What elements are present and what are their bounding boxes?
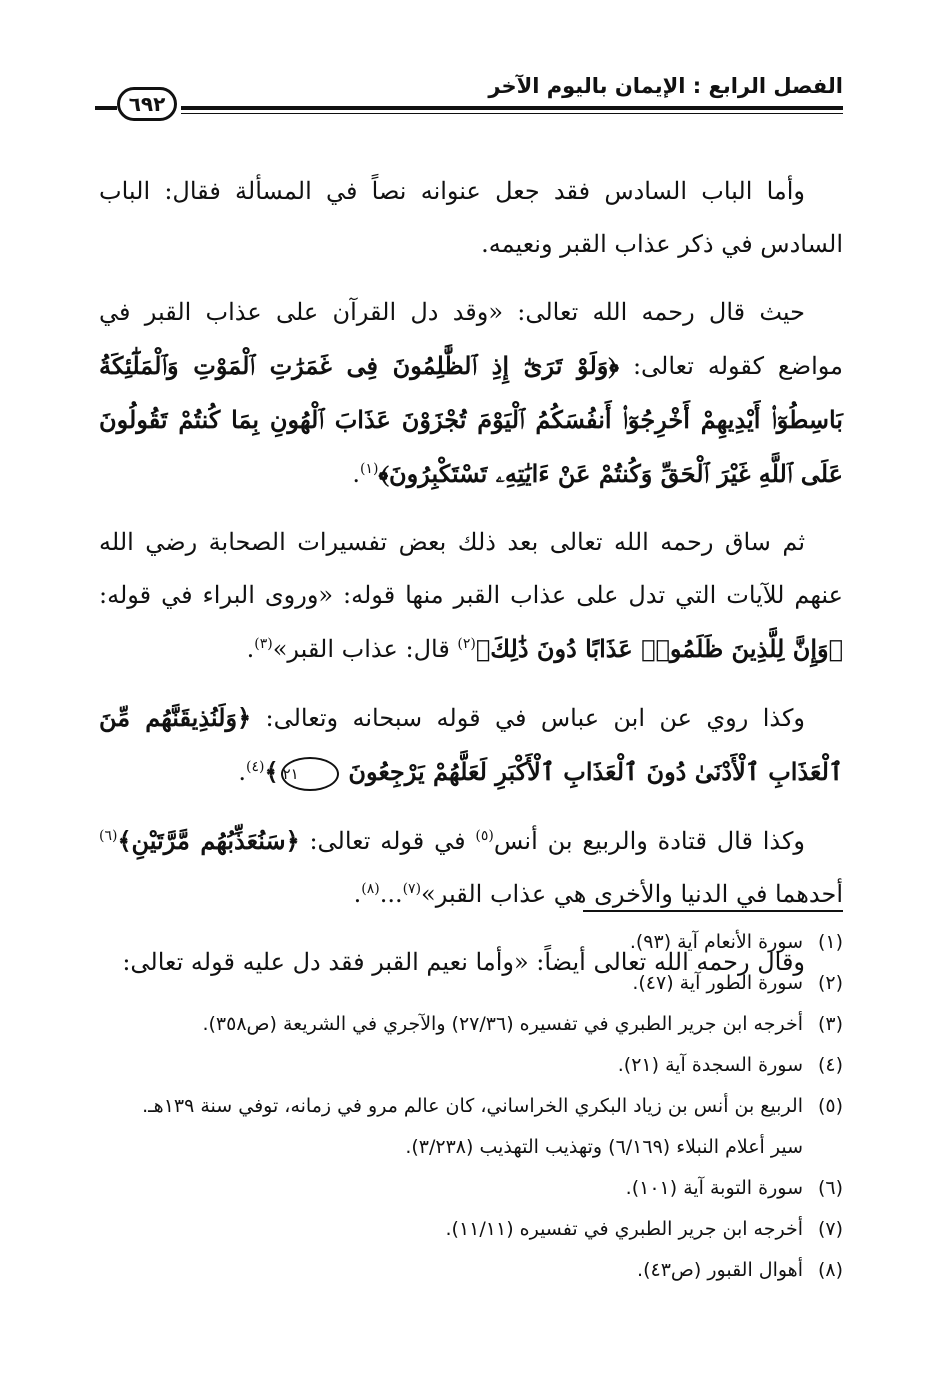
punctuation: .: [352, 460, 360, 488]
ellipsis: ...: [379, 880, 403, 908]
footnote-number: (٤): [817, 1054, 843, 1076]
footnote-number: (٥): [817, 1095, 843, 1117]
paragraph-text: وكذا قال قتادة والربيع بن أنس: [493, 827, 806, 855]
footnote-ref[interactable]: (٦): [99, 828, 118, 844]
page-number: ٦٩٢: [117, 87, 177, 121]
footnote-text: سورة السجدة آية (٢١).: [617, 1054, 803, 1076]
footnote-ref[interactable]: (١): [359, 461, 379, 477]
quran-verse: ﴿وَلَوْ تَرَىٰٓ إِذِ ٱلظَّٰلِمُونَ فِى غَمَرَٰتِ ٱلْمَوْتِ وَٱلْمَلَٰٓئِكَةُ بَاسِطُوٓا۟ أَيْدِيهِمْ أَخْرِجُوٓا۟ أَنفُسَكُمُ ٱلْيَوْمَ تُجْزَوْنَ عَذَابَ ٱلْهُونِ بِمَا كُنتُمْ تَقُولُونَ عَلَى ٱللَّهِ غَيْرَ ٱلْحَقِّ وَكُنتُمْ عَنْ ءَايَٰتِهِۦ تَسْتَكْبِرُونَ﴾: [99, 351, 843, 488]
footnote: [99, 963, 843, 1004]
main-text: [99, 165, 843, 1004]
footnote-separator: [583, 910, 843, 912]
paragraph-text: حيث قال رحمه الله تعالى: «وقد دل القرآن على عذاب القبر في مواضع كقوله تعالى:: [99, 298, 844, 380]
page-header: [95, 62, 843, 122]
chapter-title: الفصل الرابع : الإيمان باليوم الآخر: [488, 74, 843, 98]
footnote-ref[interactable]: (٧): [402, 881, 422, 897]
footnote-number: (٢): [817, 972, 843, 994]
quran-verse: ﴿وَإِنَّ لِلَّذِينَ ظَلَمُوا۟ عَذَابًا دُونَ ذَٰلِكَ﴾: [475, 634, 843, 663]
punctuation: .: [353, 880, 362, 908]
paragraph-text: في قوله تعالى:: [299, 827, 476, 855]
quran-verse: ﴿وَلَنُذِيقَنَّهُم مِّنَ ٱلْعَذَابِ ٱلْأَدْنَىٰ دُونَ ٱلْعَذَابِ ٱلْأَكْبَرِ لَعَلَّهُمْ يَرْجِعُونَ: [99, 703, 843, 786]
footnote-text: سورة التوبة آية (١٠١).: [625, 1177, 803, 1199]
paragraph-text: ثم ساق رحمه الله تعالى بعد ذلك بعض تفسيرات الصحابة رضي الله عنهم للآيات التي تدل على عذاب القبر منها قوله: «وروى البراء في قوله:: [99, 528, 843, 609]
footnote-ref[interactable]: (٨): [361, 881, 380, 897]
footnote-ref[interactable]: (٤): [246, 759, 265, 775]
paragraph: وأما الباب السادس فقد جعل عنوانه نصاً في المسألة فقال: الباب السادس في ذكر عذاب القبر ونعيمه.: [99, 177, 843, 258]
paragraph: [99, 691, 843, 799]
footnote-ref[interactable]: (٣): [254, 636, 273, 652]
footnote-number: (٨): [817, 1259, 843, 1281]
footnote: [99, 922, 843, 963]
paragraph-text: قال: عذاب القبر»: [272, 635, 458, 663]
paragraph: [99, 286, 843, 501]
footnote-text: أخرجه ابن جرير الطبري في تفسيره (١١/١١).: [445, 1218, 803, 1240]
quran-bracket: ﴾: [264, 757, 279, 786]
footnote: [99, 1045, 843, 1086]
paragraph: وقال رحمه الله تعالى أيضاً: «وأما نعيم القبر فقد دل عليه قوله تعالى:: [122, 948, 805, 976]
footnote: [99, 1086, 843, 1127]
quran-verse: ﴿سَنُعَذِّبُهُم مَّرَّتَيْنِ﴾: [117, 826, 300, 855]
footnote: [99, 1209, 843, 1250]
footnote-text: الربيع بن أنس بن زياد البكري الخراساني، كان عالم مرو في زمانه، توفي سنة ١٣٩هـ.: [142, 1095, 803, 1117]
footnote-number: (١): [817, 931, 843, 953]
footnote-number: (٧): [817, 1218, 843, 1240]
paragraph: [99, 516, 843, 676]
footnote-text: سورة الطور آية (٤٧).: [632, 972, 803, 994]
footnotes: [99, 922, 843, 1291]
header-rule: [181, 106, 843, 110]
footnote-text: سورة الأنعام آية (٩٣).: [629, 931, 803, 953]
header-rule-left: [95, 106, 117, 110]
header-rule-thin: [181, 113, 843, 114]
footnote-text: أهوال القبور (ص٤٣).: [637, 1259, 803, 1281]
footnote-ref[interactable]: (٢): [457, 636, 476, 652]
footnote-continuation: سير أعلام النبلاء (٦/١٦٩) وتهذيب التهذيب (٣/٢٣٨).: [405, 1136, 803, 1158]
paragraph-text: أحدهما في الدنيا والأخرى هي عذاب القبر»: [421, 880, 843, 908]
verse-number-ornament: ٢١: [281, 757, 339, 791]
footnote-text: أخرجه ابن جرير الطبري في تفسيره (٢٧/٣٦) والآجري في الشريعة (ص٣٥٨).: [202, 1013, 803, 1035]
footnote-number: (٣): [817, 1013, 843, 1035]
footnote-number: (٦): [817, 1177, 843, 1199]
paragraph: [99, 814, 843, 921]
paragraph-text: وكذا روي عن ابن عباس في قوله سبحانه وتعالى:: [251, 704, 805, 732]
punctuation: .: [238, 758, 247, 786]
footnote: [99, 1168, 843, 1209]
punctuation: .: [246, 635, 255, 663]
footnote: [99, 1004, 843, 1045]
footnote: [99, 1250, 843, 1291]
footnote-ref[interactable]: (٥): [475, 828, 494, 844]
